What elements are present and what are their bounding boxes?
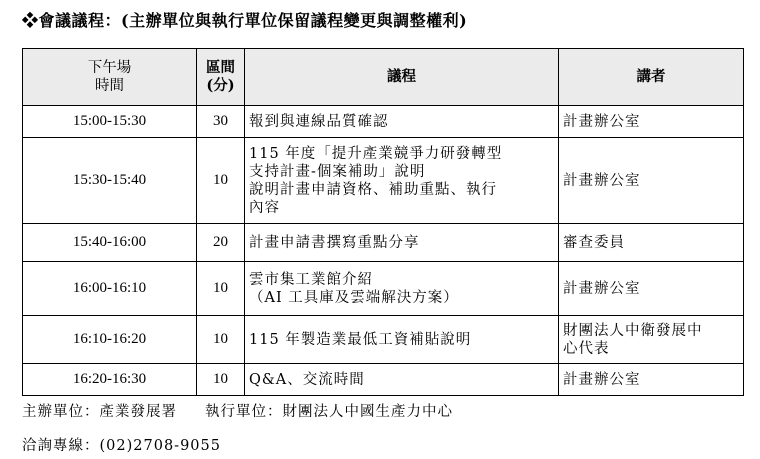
row-speaker-line: 計畫辦公室 [563, 113, 641, 130]
row-topic [245, 106, 559, 138]
row-minutes: 30 [197, 106, 245, 138]
row-topic [245, 138, 559, 224]
header-time-slot [23, 49, 197, 106]
row-topic [245, 364, 559, 396]
table-row [23, 262, 744, 316]
table-row [23, 138, 744, 224]
row-speaker-line: 計畫辦公室 [563, 280, 641, 297]
row-topic-line: 說明計畫申請資格、補助重點、執行 [249, 181, 497, 198]
header-speaker: 講者 [559, 49, 744, 106]
contact-line: 洽詢專線：(02)2708-9055 [22, 438, 221, 454]
header-topic: 議程 [245, 49, 559, 106]
row-speaker [559, 262, 744, 316]
row-minutes: 10 [197, 364, 245, 396]
row-speaker [559, 316, 744, 364]
agenda-heading: ❖會議議程：(主辦單位與執行單位保留議程變更與調整權利) [22, 11, 468, 30]
header-time-slot-line1: 下午場 [87, 60, 132, 76]
table-row [23, 224, 744, 262]
row-minutes: 10 [197, 138, 245, 224]
row-topic-line: 雲市集工業館介紹 [249, 271, 373, 288]
row-minutes: 20 [197, 224, 245, 262]
row-topic-line: 115 年製造業最低工資補貼說明 [249, 331, 472, 348]
row-topic [245, 316, 559, 364]
organizer-line [22, 400, 453, 421]
row-speaker-line: 計畫辦公室 [563, 371, 641, 388]
row-time: 15:40-16:00 [23, 224, 197, 262]
row-topic-line: 報到與連線品質確認 [249, 113, 389, 130]
header-minutes [197, 49, 245, 106]
row-topic-line: 115 年度「提升產業競爭力研發轉型 [249, 145, 503, 162]
row-speaker-line: 計畫辦公室 [563, 172, 641, 189]
row-speaker-line: 審查委員 [563, 234, 625, 251]
agenda-table [22, 48, 744, 396]
row-time: 15:30-15:40 [23, 138, 197, 224]
row-speaker [559, 364, 744, 396]
header-time-slot-line2: 時間 [95, 78, 124, 94]
executor-text: 執行單位：財團法人中國生產力中心 [205, 404, 453, 420]
row-minutes: 10 [197, 316, 245, 364]
row-time: 16:00-16:10 [23, 262, 197, 316]
row-speaker [559, 224, 744, 262]
row-time: 16:10-16:20 [23, 316, 197, 364]
table-row [23, 106, 744, 138]
table-header-row [23, 49, 744, 106]
row-time: 15:00-15:30 [23, 106, 197, 138]
row-topic-line: 支持計畫-個案補助」說明 [249, 163, 426, 180]
row-topic [245, 224, 559, 262]
row-topic-line: 內容 [249, 199, 280, 216]
header-minutes-line1: 區間 [206, 59, 235, 76]
row-speaker-line: 心代表 [563, 340, 610, 357]
organizer-text: 主辦單位：產業發展署 [22, 404, 177, 420]
table-row [23, 364, 744, 396]
row-topic-line: 計畫申請書撰寫重點分享 [249, 234, 420, 251]
row-time: 16:20-16:30 [23, 364, 197, 396]
row-speaker-line: 財團法人中衛發展中 [563, 322, 703, 339]
table-row [23, 316, 744, 364]
row-minutes: 10 [197, 262, 245, 316]
row-speaker [559, 138, 744, 224]
row-speaker [559, 106, 744, 138]
row-topic [245, 262, 559, 316]
row-topic-line: Q&A、交流時間 [249, 371, 365, 388]
row-topic-line: （AI 工具庫及雲端解決方案） [249, 289, 459, 306]
header-minutes-line2: (分) [206, 77, 235, 94]
